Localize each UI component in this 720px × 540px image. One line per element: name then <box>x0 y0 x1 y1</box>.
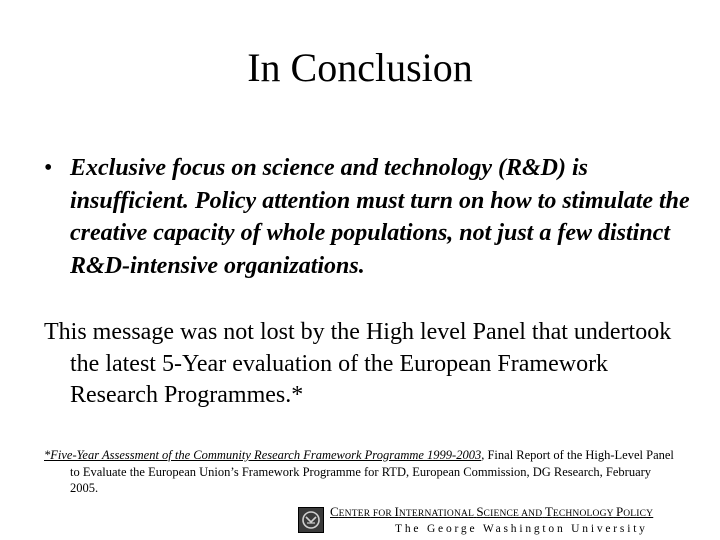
center-name-word: ENTER <box>338 509 371 519</box>
bullet-marker: • <box>44 155 53 181</box>
university-name: The George Washington University <box>395 523 648 535</box>
center-name-initial: S <box>476 504 484 519</box>
center-name-word: CIENCE AND <box>483 509 543 519</box>
footnote <box>44 447 674 497</box>
bullet-point <box>44 152 696 282</box>
footnote-reference: *Five-Year Assessment of the Community Research Framework Programme 1999-2003 <box>44 448 482 462</box>
bullet-text: Exclusive focus on science and technology (R&D) is insufficient. Policy attention must turn on how to stimulate the creative capacity of whole populations, not just a few distinct R&D-intensive organizations. <box>70 155 690 279</box>
center-name-initial: I <box>394 504 399 519</box>
center-name-initial: P <box>615 504 624 519</box>
institution-seal-icon <box>298 507 324 533</box>
center-name <box>330 504 700 522</box>
center-name-word: OLICY <box>623 509 654 519</box>
footnote-details: , Final Report of the High-Level Panel to Evaluate the European Union’s Framework Programme for RTD, European Commission, DG Research, February 2005. <box>70 448 674 495</box>
slide-title: In Conclusion <box>247 45 473 90</box>
panel-message: This message was not lost by the High level Panel that undertook the latest 5-Year evaluation of the European Framework Research Programmes.* <box>44 319 672 408</box>
center-name-word: ECHNOLOGY <box>552 509 614 519</box>
center-name-initial: T <box>544 504 553 519</box>
center-name-word: NTERNATIONAL <box>398 509 474 519</box>
center-name-initial: C <box>330 504 339 519</box>
center-name-word: FOR <box>370 509 395 519</box>
